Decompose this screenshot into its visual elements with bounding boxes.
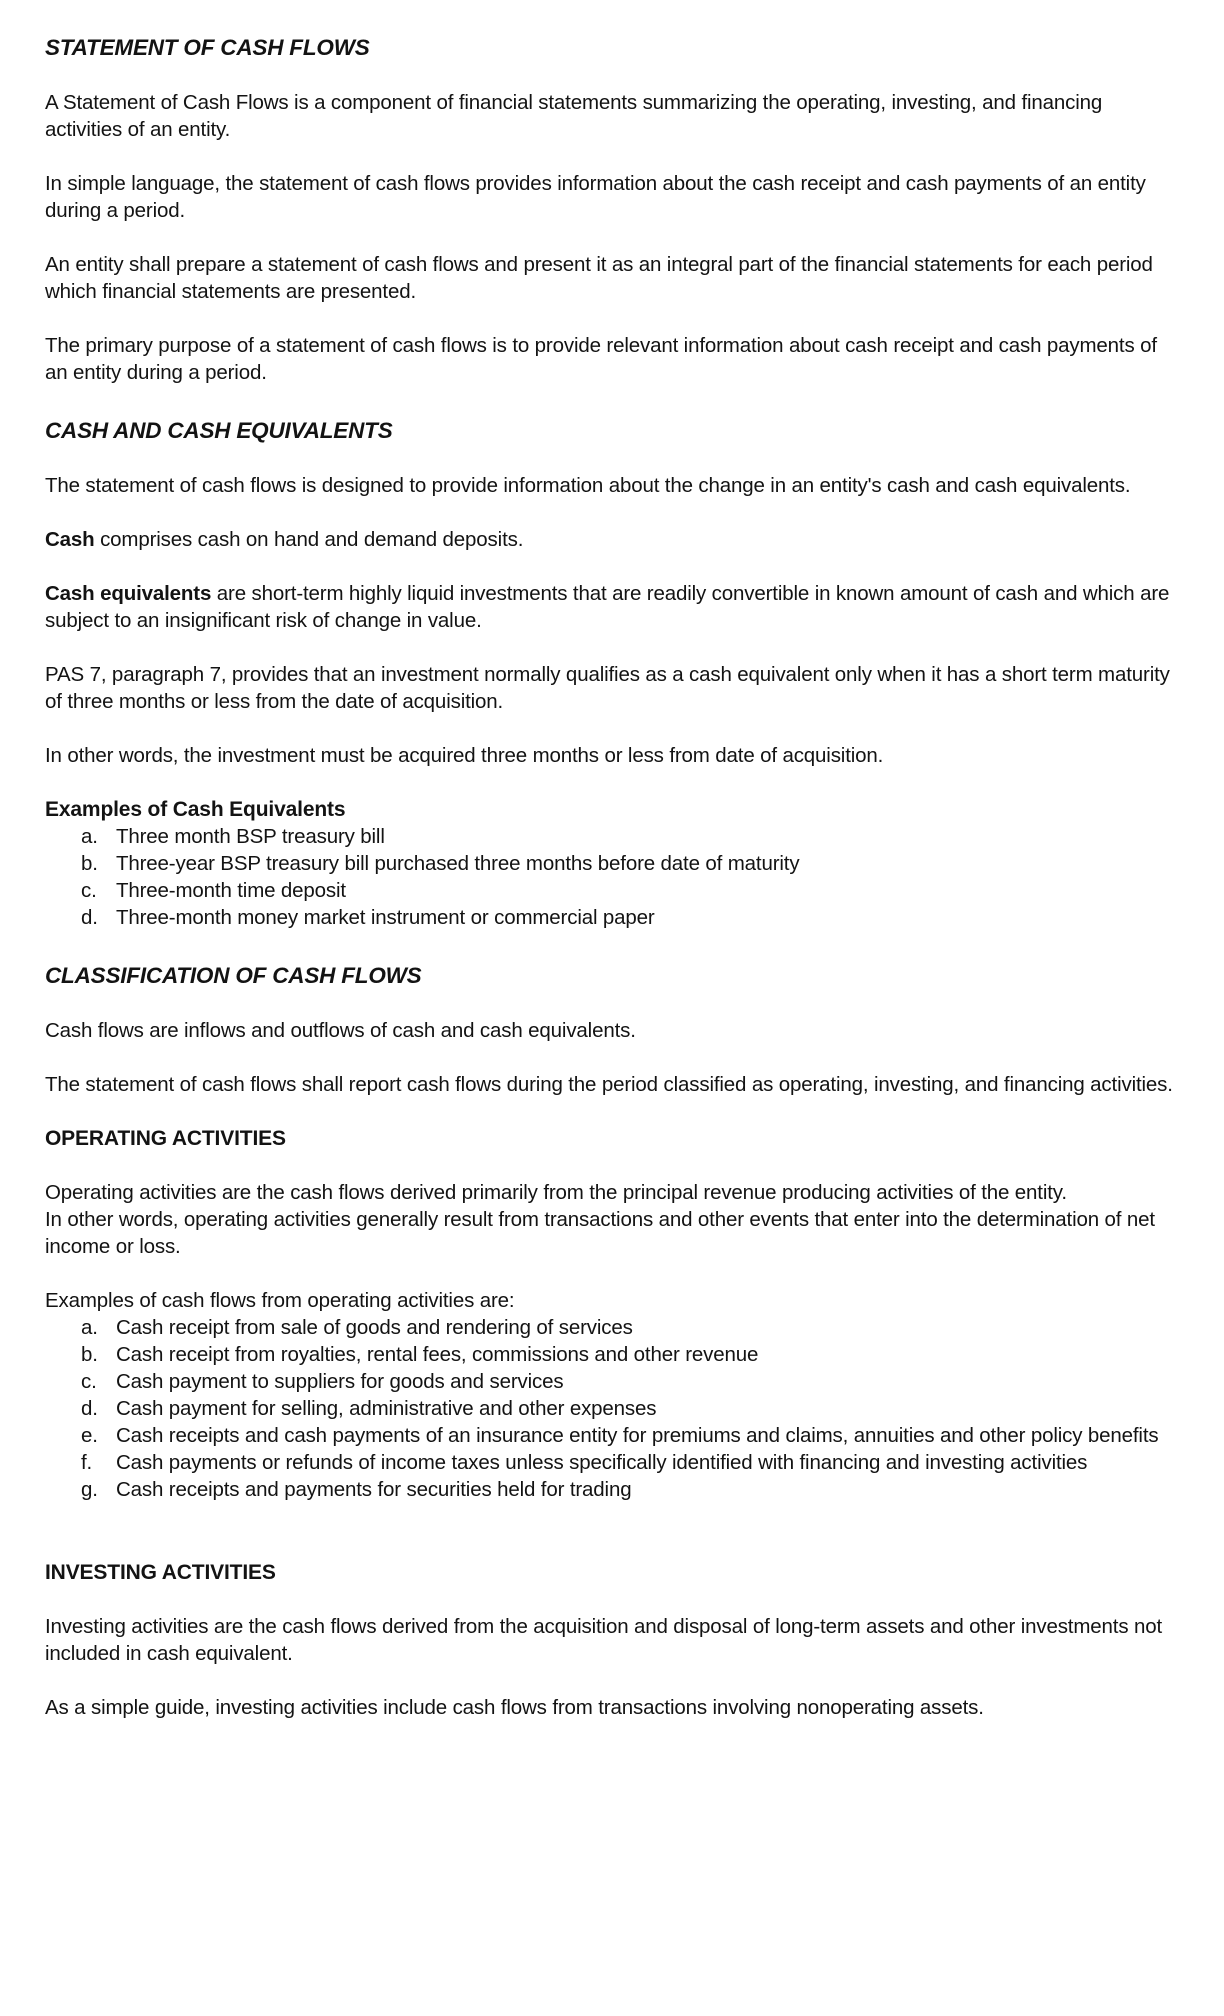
- list-item: [45, 1314, 1182, 1341]
- paragraph-investing-definition: Investing activities are the cash flows derived from the acquisition and disposal of long-term assets and other investments not included in cash equivalent.: [45, 1615, 1163, 1665]
- list-marker: a.: [81, 825, 98, 848]
- list-marker: e.: [81, 1424, 98, 1447]
- operating-activities-examples-list: [45, 1314, 1182, 1503]
- list-item: [45, 904, 1182, 931]
- heading-examples-of-cash-equivalents: Examples of Cash Equivalents: [45, 798, 346, 821]
- list-marker: f.: [81, 1451, 93, 1474]
- list-item-text: Three-month money market instrument or commercial paper: [116, 906, 655, 929]
- paragraph-in-other-words-acquisition: In other words, the investment must be acquired three months or less from date of acquisition.: [45, 744, 884, 767]
- list-item-text: Cash payment for selling, administrative and other expenses: [116, 1397, 657, 1420]
- cash-equivalents-definition-text: are short-term highly liquid investments that are readily convertible in known amount of cash and which are subject to an insignificant risk of change in value.: [45, 582, 1170, 632]
- list-item: [45, 1422, 1182, 1449]
- list-marker: d.: [81, 906, 98, 929]
- paragraph-investing-simple-guide: As a simple guide, investing activities include cash flows from transactions involving nonoperating assets.: [45, 1696, 984, 1719]
- heading-cash-and-cash-equivalents: CASH AND CASH EQUIVALENTS: [45, 418, 393, 443]
- cash-equivalents-examples-list: [45, 823, 1182, 931]
- heading-classification-of-cash-flows: CLASSIFICATION OF CASH FLOWS: [45, 963, 422, 988]
- list-item: [45, 1368, 1182, 1395]
- list-item-text: Cash payments or refunds of income taxes unless specifically identified with financing and investing activities: [116, 1451, 1088, 1474]
- cash-definition-text: comprises cash on hand and demand deposits.: [94, 528, 524, 551]
- paragraph-pas7: PAS 7, paragraph 7, provides that an investment normally qualifies as a cash equivalent only when it has a short term maturity of three months or less from the date of acquisition.: [45, 663, 1170, 713]
- list-item-text: Cash receipts and payments for securities held for trading: [116, 1478, 632, 1501]
- paragraph-cash-definition: [45, 526, 1182, 553]
- list-item: [45, 1476, 1182, 1503]
- paragraph-inflows-outflows: Cash flows are inflows and outflows of cash and cash equivalents.: [45, 1019, 636, 1042]
- list-item: [45, 823, 1182, 850]
- list-marker: d.: [81, 1397, 98, 1420]
- heading-operating-activities: OPERATING ACTIVITIES: [45, 1127, 286, 1150]
- paragraph-cash-equivalents-definition: [45, 580, 1182, 634]
- paragraph-designed-to-provide: The statement of cash flows is designed to provide information about the change in an entity's cash and cash equivalents.: [45, 474, 1131, 497]
- paragraph-operating-definition-continued: In other words, operating activities generally result from transactions and other events that enter into the determination of net income or loss.: [45, 1208, 1155, 1258]
- heading-statement-of-cash-flows: STATEMENT OF CASH FLOWS: [45, 35, 370, 60]
- term-cash: Cash: [45, 528, 95, 551]
- list-item-text: Three-month time deposit: [116, 879, 346, 902]
- list-item-text: Cash receipts and cash payments of an insurance entity for premiums and claims, annuities and other policy benefits: [116, 1424, 1159, 1447]
- paragraph-simple-language: In simple language, the statement of cash flows provides information about the cash receipt and cash payments of an entity during a period.: [45, 172, 1146, 222]
- list-item-text: Cash receipt from royalties, rental fees, commissions and other revenue: [116, 1343, 759, 1366]
- list-item: [45, 1341, 1182, 1368]
- paragraph-operating-definition: Operating activities are the cash flows derived primarily from the principal revenue producing activities of the entity.: [45, 1181, 1067, 1204]
- list-marker: a.: [81, 1316, 98, 1339]
- list-item: [45, 877, 1182, 904]
- list-marker: c.: [81, 879, 97, 902]
- term-cash-equivalents: Cash equivalents: [45, 582, 212, 605]
- paragraph-primary-purpose: The primary purpose of a statement of cash flows is to provide relevant information about cash receipt and cash payments of an entity during a period.: [45, 334, 1157, 384]
- list-marker: b.: [81, 1343, 98, 1366]
- list-item-text: Cash receipt from sale of goods and rendering of services: [116, 1316, 633, 1339]
- paragraph-socf-definition: A Statement of Cash Flows is a component of financial statements summarizing the operating, investing, and financing activities of an entity.: [45, 91, 1103, 141]
- paragraph-entity-shall-prepare: An entity shall prepare a statement of cash flows and present it as an integral part of the financial statements for each period which financial statements are presented.: [45, 253, 1153, 303]
- list-marker: b.: [81, 852, 98, 875]
- list-item-text: Cash payment to suppliers for goods and services: [116, 1370, 564, 1393]
- list-marker: g.: [81, 1478, 98, 1501]
- list-item: [45, 1395, 1182, 1422]
- list-item-text: Three month BSP treasury bill: [116, 825, 385, 848]
- list-item-text: Three-year BSP treasury bill purchased three months before date of maturity: [116, 852, 800, 875]
- list-item: [45, 1449, 1182, 1476]
- paragraph-shall-report: The statement of cash flows shall report cash flows during the period classified as operating, investing, and financing activities.: [45, 1073, 1173, 1096]
- heading-investing-activities: INVESTING ACTIVITIES: [45, 1561, 276, 1584]
- paragraph-operating-examples-intro: Examples of cash flows from operating activities are:: [45, 1289, 515, 1312]
- list-item: [45, 850, 1182, 877]
- list-marker: c.: [81, 1370, 97, 1393]
